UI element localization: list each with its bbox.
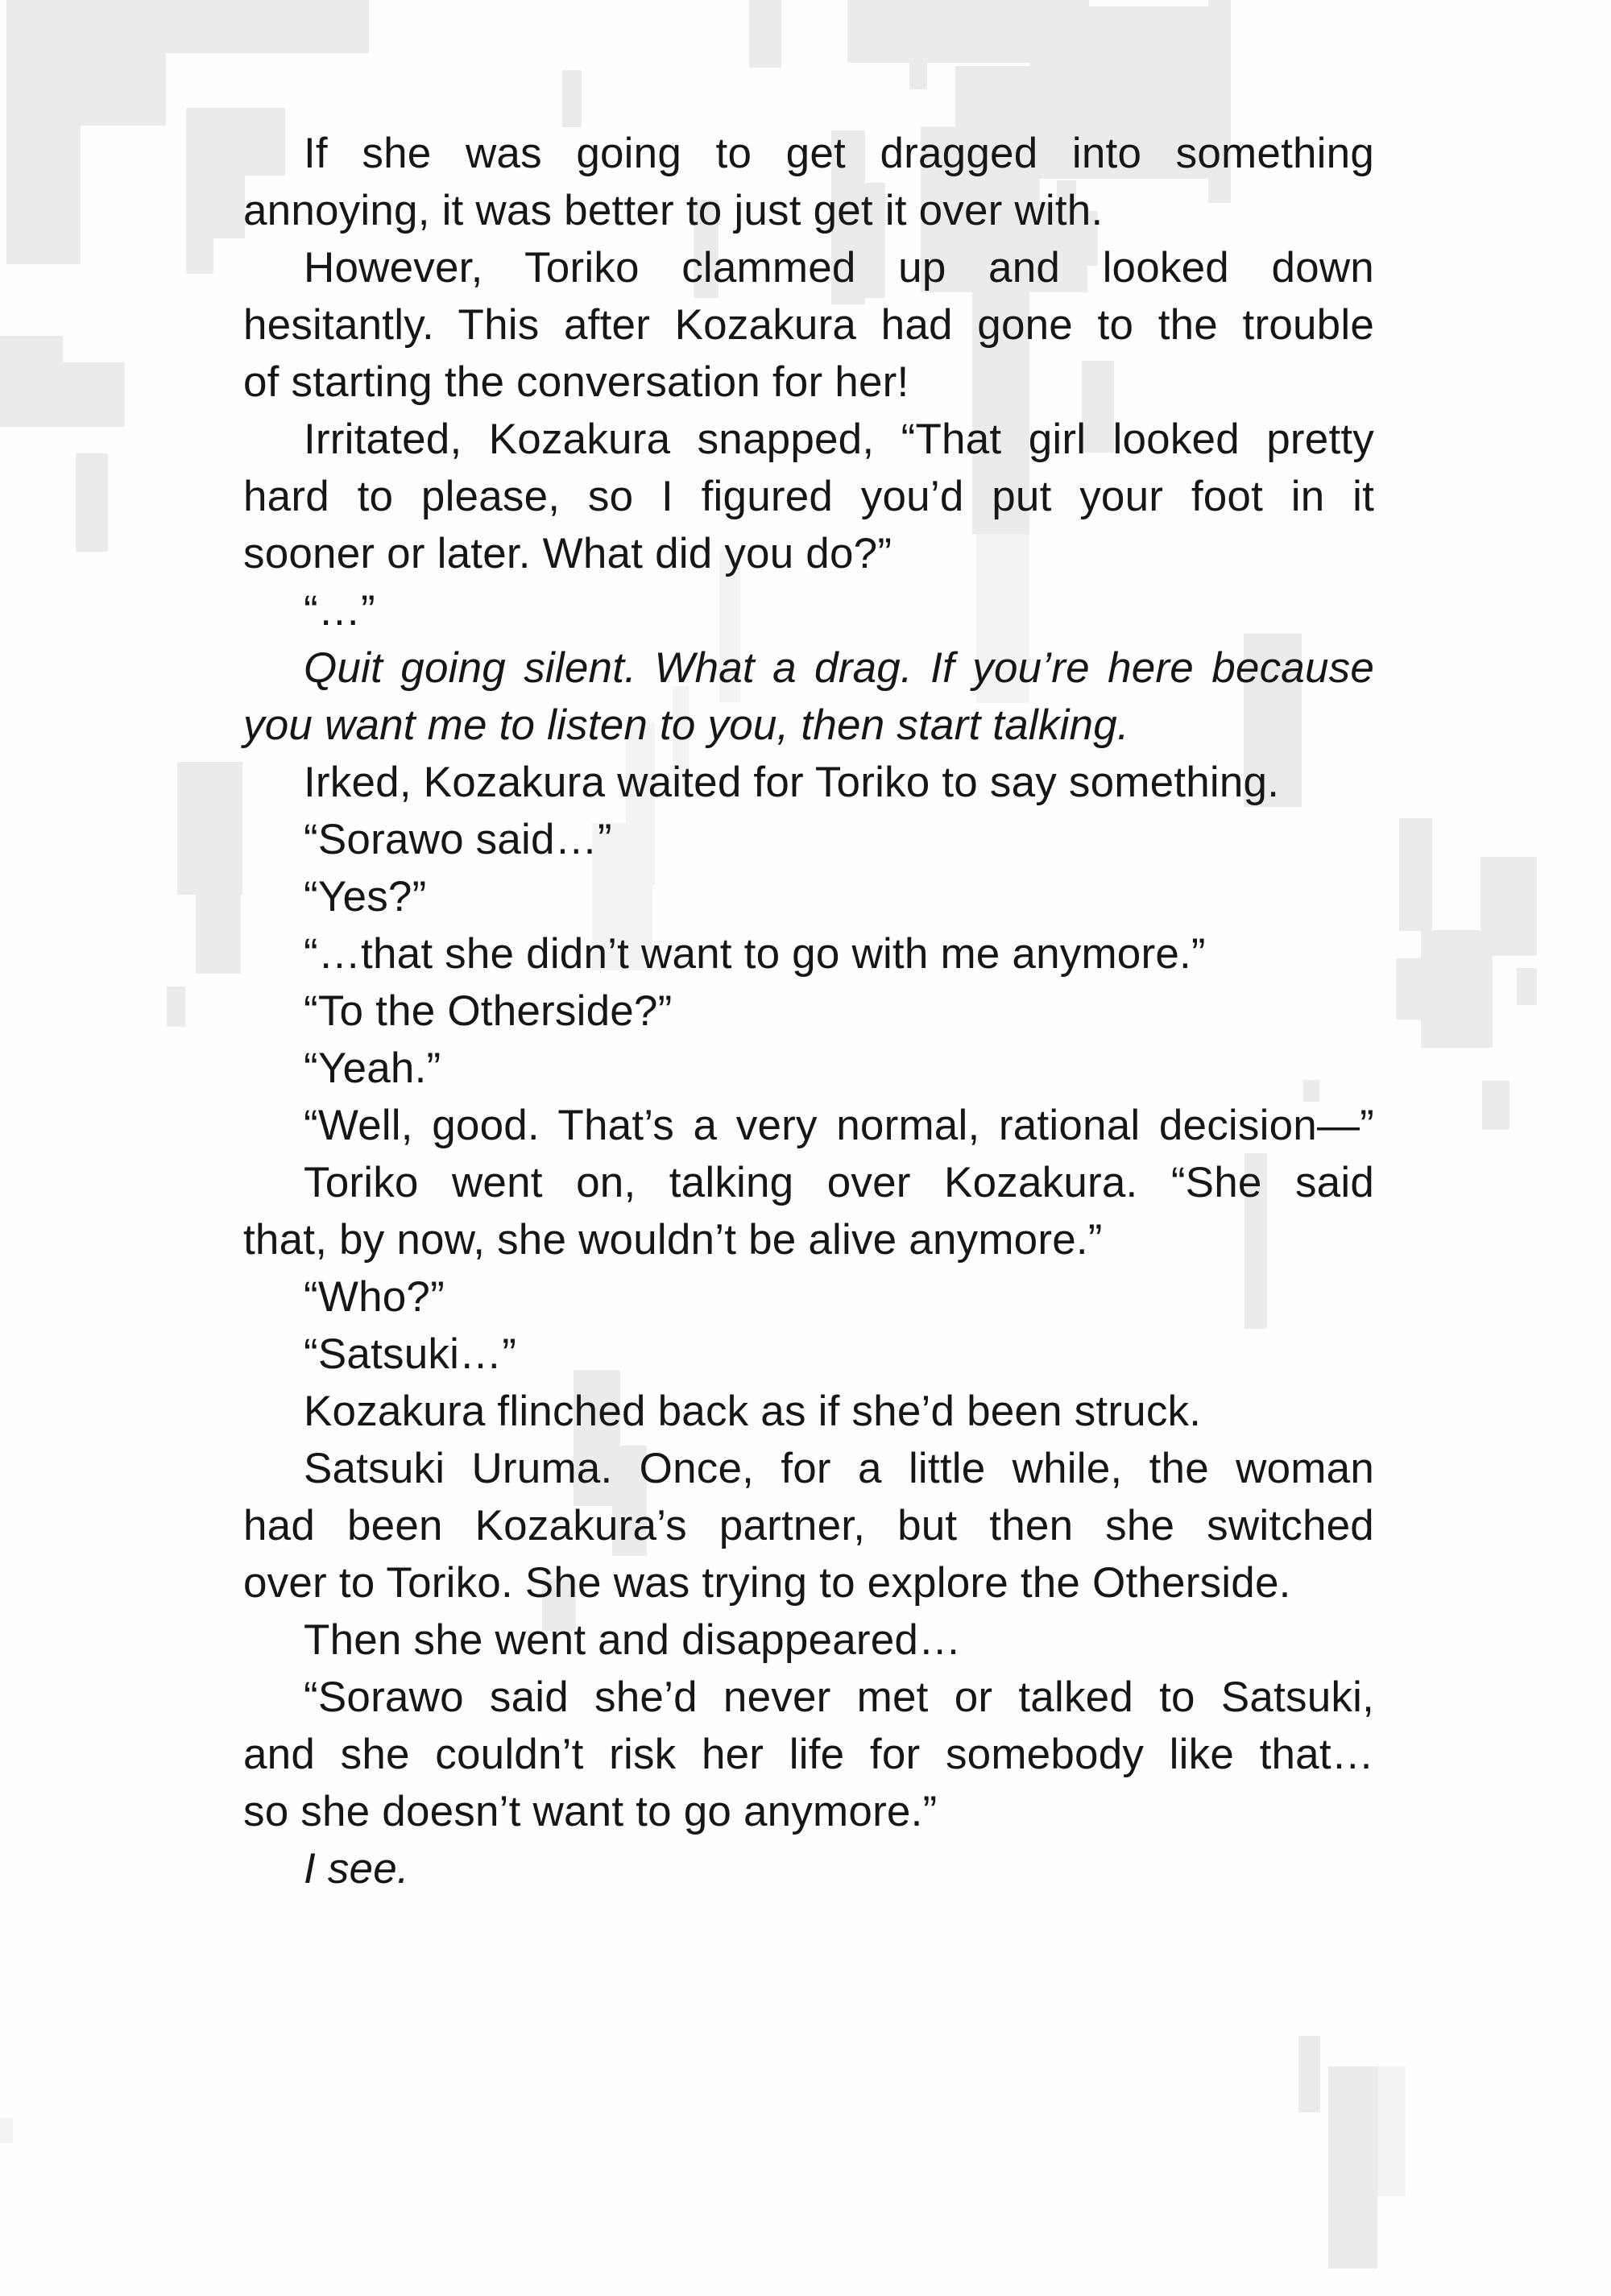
artifact-block — [76, 453, 108, 552]
artifact-block — [1421, 930, 1493, 1048]
artifact-block — [1399, 818, 1432, 931]
text-line: I see. — [304, 1845, 409, 1893]
text-line: hard to please, so I figured you’d put your foot in it — [243, 473, 1374, 520]
text-line: If she was going to get dragged into something — [304, 130, 1374, 177]
text-line: “Sorawo said…” — [304, 816, 612, 863]
text-line: “…that she didn’t want to go with me anymore.” — [304, 930, 1206, 978]
artifact-block — [6, 0, 369, 53]
text-line: “Satsuki…” — [304, 1330, 517, 1378]
text-line: and she couldn’t risk her life for somebody like that… — [243, 1731, 1374, 1778]
text-line: so she doesn’t want to go anymore.” — [243, 1788, 938, 1835]
text-line: Quit going silent. What a drag. If you’re here because — [304, 644, 1374, 692]
text-line: annoying, it was better to just get it over with. — [243, 187, 1104, 234]
artifact-block — [1396, 958, 1423, 1020]
artifact-block — [196, 895, 241, 974]
text-line: sooner or later. What did you do?” — [243, 530, 892, 577]
text-line: “Yeah.” — [304, 1045, 441, 1092]
artifact-block — [177, 762, 242, 895]
artifact-block — [1482, 1081, 1510, 1130]
artifact-block — [1298, 2036, 1320, 2112]
text-line: “Who?” — [304, 1273, 445, 1321]
artifact-block — [0, 2118, 13, 2143]
text-line: Toriko went on, talking over Kozakura. “She said — [304, 1159, 1374, 1206]
text-line: that, by now, she wouldn’t be alive anymore.” — [243, 1216, 1103, 1264]
text-line: “Well, good. That’s a very normal, rational decision—” — [304, 1102, 1374, 1149]
text-line: “Yes?” — [304, 873, 427, 920]
artifact-block — [1328, 2066, 1377, 2269]
artifact-block — [1377, 2066, 1406, 2196]
artifact-block — [186, 108, 213, 274]
artifact-block — [1517, 968, 1537, 1005]
artifact-block — [562, 70, 582, 127]
text-line: Irked, Kozakura waited for Toriko to say something. — [304, 759, 1280, 806]
text-line: However, Toriko clammed up and looked down — [304, 244, 1374, 292]
artifact-block — [749, 0, 781, 68]
text-line: Irritated, Kozakura snapped, “That girl looked pretty — [304, 416, 1374, 463]
text-line: “…” — [304, 587, 375, 635]
artifact-block — [213, 108, 245, 238]
artifact-block — [6, 48, 166, 126]
text-line: hesitantly. This after Kozakura had gone to the trouble — [243, 301, 1374, 349]
artifact-block — [6, 121, 81, 264]
text-line: Kozakura flinched back as if she’d been struck. — [304, 1388, 1202, 1435]
text-line: over to Toriko. She was trying to explore the Otherside. — [243, 1559, 1291, 1607]
artifact-block — [44, 362, 125, 427]
page-text — [243, 125, 1374, 1897]
text-line: Satsuki Uruma. Once, for a little while, the woman — [304, 1445, 1374, 1492]
artifact-block — [167, 987, 185, 1027]
text-line: “Sorawo said she’d never met or talked to Satsuki, — [304, 1673, 1374, 1721]
text-line: Then she went and disappeared… — [304, 1616, 962, 1664]
text-line: of starting the conversation for her! — [243, 358, 909, 406]
text-line: you want me to listen to you, then start talking. — [243, 701, 1129, 749]
text-line: had been Kozakura’s partner, but then she switched — [243, 1502, 1374, 1549]
text-line: “To the Otherside?” — [304, 987, 673, 1035]
